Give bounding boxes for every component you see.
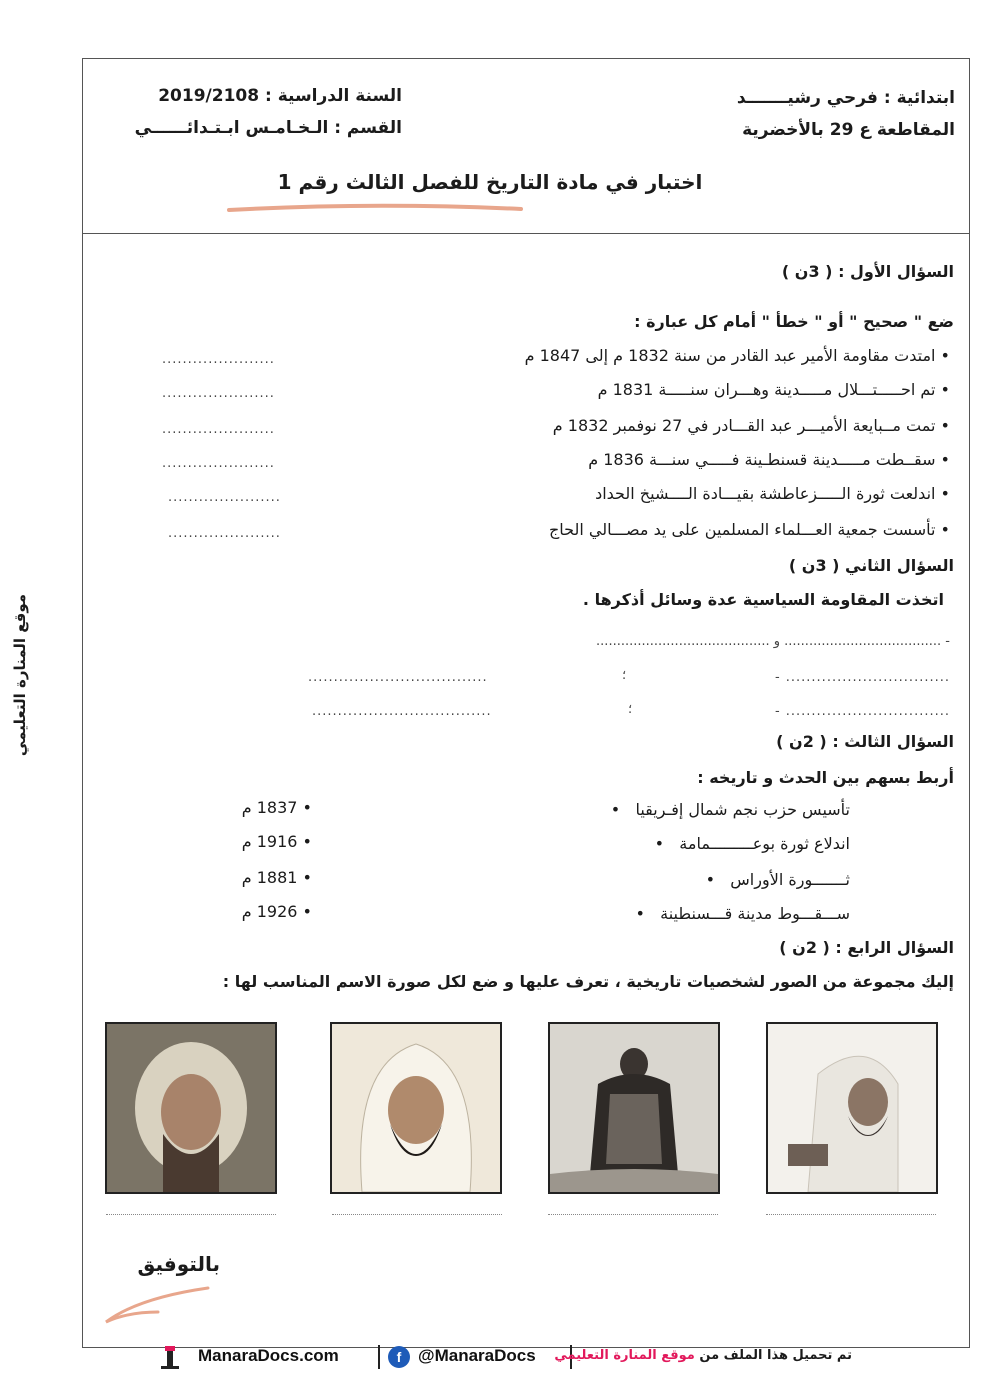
q1-answer-blank[interactable]: ......................: [162, 456, 275, 471]
closing-wish: بالتوفيق: [137, 1252, 220, 1276]
q1-item-6: • تأسست جمعية العـــلماء المسلمين على يد مصـــالي الحاج: [548, 520, 950, 539]
footer-handle[interactable]: @ManaraDocs: [418, 1346, 536, 1365]
portrait-4-name-blank[interactable]: [766, 1214, 936, 1215]
q1-item-text: تمت مــبايعة الأميـــر عبد القـــادر في 27 نوفمبر 1832 م: [552, 416, 936, 435]
q3-event-2: اندلاع ثورة بوعـــــــــمامة •: [654, 834, 850, 853]
footer-domain[interactable]: ManaraDocs.com: [198, 1346, 339, 1365]
side-watermark-note: [0, 580, 40, 770]
q2-answer-line-3-left[interactable]: ...................................: [312, 704, 492, 719]
footer-separator: [378, 1345, 380, 1369]
q3-event-text: ثـــــــورة الأوراس: [730, 870, 850, 889]
q1-answer-blank[interactable]: ......................: [162, 352, 275, 367]
school-name: ابتدائية : فرحي رشيـــــــد: [736, 88, 955, 108]
q1-answer-blank[interactable]: ......................: [168, 526, 281, 541]
portrait-3-image: [550, 1024, 718, 1192]
facebook-icon[interactable]: f: [388, 1346, 410, 1368]
q2-heading: السؤال الثاني ( 3ن ): [788, 556, 954, 575]
q3-event-4: ســـقـــوط مدينة قـــسنطينة •: [635, 904, 850, 923]
q4-heading: السؤال الرابع : ( 2ن ): [779, 938, 954, 957]
portrait-4-image: [768, 1024, 936, 1192]
q3-event-3: ثـــــــورة الأوراس •: [705, 870, 850, 889]
title-underline-swoosh: [225, 200, 525, 216]
footer-download-prefix: تم تحميل هذا الملف من: [699, 1348, 852, 1363]
q1-item-4: • سقــطت مـــــدينة قسنطـينة فـــــي سنـــة 1836 م: [588, 450, 950, 469]
footer-download-site[interactable]: موقع المنارة التعليمي: [554, 1348, 695, 1363]
class-level: القسم : الـخـامـس ابـتـدائــــــي: [134, 118, 402, 138]
portrait-1-name-blank[interactable]: [106, 1214, 276, 1215]
portrait-photo-4: [766, 1022, 938, 1194]
portrait-2-image: [332, 1024, 500, 1192]
side-note-text: موقع المنارة التعليمي: [11, 593, 29, 757]
portrait-photo-1: [105, 1022, 277, 1194]
q1-heading: السؤال الأول : ( 3ن ): [781, 262, 954, 281]
school-year: السنة الدراسية : 2019/2108: [158, 86, 402, 106]
q1-item-text: سقــطت مـــــدينة قسنطـينة فـــــي سنـــة 1836 م: [588, 450, 936, 469]
q1-item-2: • تم احـــــتـــلال مـــــدينة وهـــران سنـــــة 1831 م: [597, 380, 950, 399]
closing-swoosh: [98, 1282, 218, 1342]
q1-answer-blank[interactable]: ......................: [162, 422, 275, 437]
lighthouse-icon: [155, 1344, 185, 1370]
q1-item-text: تأسست جمعية العـــلماء المسلمين على يد مصـــالي الحاج: [548, 520, 936, 539]
q2-line-2-separator: ؛: [622, 668, 627, 683]
q1-item-3: • تمت مــبايعة الأميـــر عبد القـــادر في 27 نوفمبر 1832 م: [552, 416, 950, 435]
q3-date-1: • 1837 م: [241, 798, 312, 817]
portrait-photo-3: [548, 1022, 720, 1194]
q4-instruction: إليك مجموعة من الصور لشخصيات تاريخية ، تعرف عليها و ضع لكل صورة الاسم المناسب لها :: [222, 972, 954, 991]
q1-item-1: • امتدت مقاومة الأمير عبد القادر من سنة 1832 م إلى 1847 م: [524, 346, 950, 365]
q2-answer-line-1[interactable]: - ...................................... و ..........................................: [596, 634, 950, 649]
q1-item-text: اندلعت ثورة الـــــزعاطشة بقيـــادة الــــشيخ الحداد: [595, 484, 936, 503]
q3-date-2: • 1916 م: [241, 832, 312, 851]
district-name: المقاطعة ع 29 بالأخضرية: [742, 120, 955, 140]
q3-date-text: 1837 م: [241, 798, 298, 817]
footer-bar: [150, 1342, 850, 1372]
portrait-2-name-blank[interactable]: [332, 1214, 502, 1215]
q1-instruction: ضع " صحيح " أو " خطأ " أمام كل عبارة :: [634, 312, 954, 331]
q3-date-text: 1916 م: [241, 832, 298, 851]
q3-heading: السؤال الثالث : ( 2ن ): [776, 732, 954, 751]
q2-instruction: اتخذت المقاومة السياسية عدة وسائل أذكرها .: [582, 590, 944, 609]
q3-event-text: ســـقـــوط مدينة قـــسنطينة: [660, 904, 850, 923]
q1-item-text: امتدت مقاومة الأمير عبد القادر من سنة 1832 م إلى 1847 م: [524, 346, 936, 365]
q3-event-text: اندلاع ثورة بوعـــــــــمامة: [679, 834, 850, 853]
q2-answer-line-3-right[interactable]: - ................................: [774, 704, 950, 719]
q3-event-text: تأسيس حزب نجم شمال إفـريقيا: [635, 800, 850, 819]
header-divider: [82, 233, 970, 234]
q1-item-text: تم احـــــتـــلال مـــــدينة وهـــران سنـــــة 1831 م: [597, 380, 936, 399]
exam-title: اختبار في مادة التاريخ للفصل الثالث رقم 1: [277, 170, 703, 194]
q3-date-4: • 1926 م: [241, 902, 312, 921]
q2-answer-line-2-left[interactable]: ...................................: [308, 670, 488, 685]
q2-answer-line-2-right[interactable]: - ................................: [774, 670, 950, 685]
q1-item-5: • اندلعت ثورة الـــــزعاطشة بقيـــادة الــــشيخ الحداد: [595, 484, 950, 503]
q1-answer-blank[interactable]: ......................: [168, 490, 281, 505]
q3-event-1: تأسيس حزب نجم شمال إفـريقيا •: [610, 800, 850, 819]
q3-instruction: أربط بسهم بين الحدث و تاريخه :: [697, 768, 954, 787]
q1-answer-blank[interactable]: ......................: [162, 386, 275, 401]
q2-line-3-separator: ؛: [628, 702, 633, 717]
footer-download-note: [554, 1348, 852, 1363]
portrait-1-image: [107, 1024, 275, 1192]
q3-date-text: 1926 م: [241, 902, 298, 921]
portrait-3-name-blank[interactable]: [548, 1214, 718, 1215]
q3-date-text: 1881 م: [241, 868, 298, 887]
q3-date-3: • 1881 م: [241, 868, 312, 887]
portrait-photo-2: [330, 1022, 502, 1194]
